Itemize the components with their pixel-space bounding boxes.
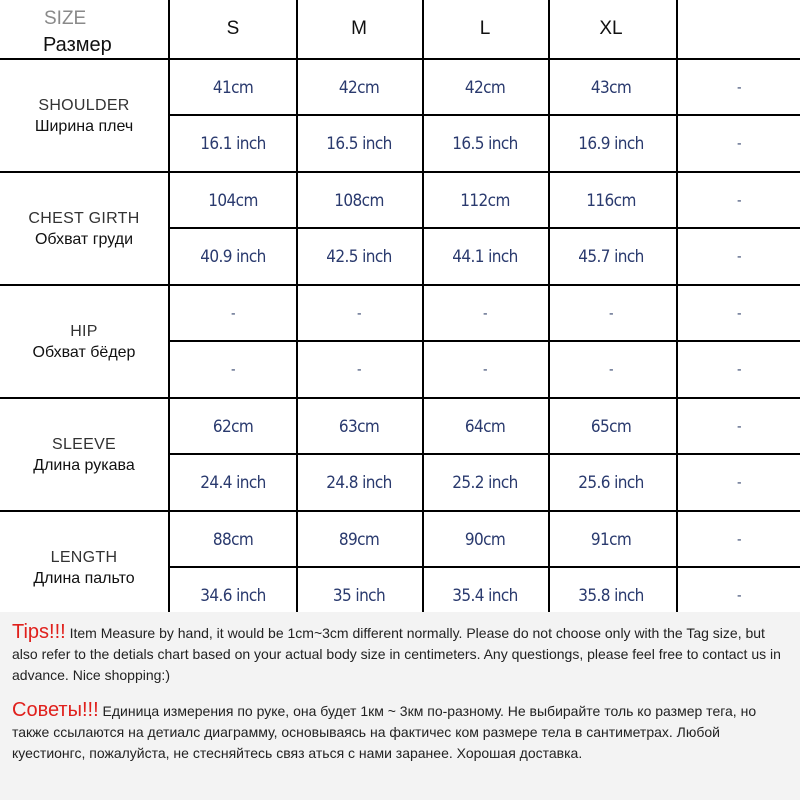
value-cell-inch: - (737, 136, 741, 152)
size-header-en: SIZE (44, 8, 87, 29)
value-cell-cm: - (737, 193, 741, 209)
tips-title-ru: Советы!!! (12, 699, 99, 721)
value-cell-cm: 112cm (460, 191, 510, 211)
value-cell-inch: 45.7 inch (578, 247, 644, 267)
value-cell-cm: 42cm (464, 78, 506, 98)
tips-ru (12, 700, 792, 764)
measure-label-ru: Длина пальто (33, 569, 135, 587)
column-divider (422, 0, 424, 618)
row-divider (0, 284, 800, 286)
value-cell-cm: - (737, 306, 741, 322)
value-cell-inch: - (609, 362, 613, 378)
value-cell-inch: 40.9 inch (200, 247, 266, 267)
tips-text-ru: Единица измерения по руке, она будет 1км ~ 3км по-разному. Не выбирайте толь ко размер тега, но также ссылаются на детиалс диаграмму, основываясь на фактичес ком размере тела в сантиметрах. Любой куестионгс, пожалуйста, не стесняйтесь связ аться с нами заранее. Хорошая доставка. (12, 703, 757, 761)
value-cell-inch: - (737, 588, 741, 604)
size-header (0, 0, 168, 58)
value-cell-cm: 41cm (212, 78, 254, 98)
sub-row-divider (170, 227, 800, 229)
value-cell-inch: 44.1 inch (452, 247, 518, 267)
measure-label (0, 173, 168, 286)
value-cell-inch: - (737, 475, 741, 491)
row-divider (0, 171, 800, 173)
notes-panel (0, 612, 800, 800)
value-cell-inch: 42.5 inch (326, 247, 392, 267)
value-cell-cm: - (357, 306, 361, 322)
value-cell-inch: - (737, 249, 741, 265)
sub-row-divider (170, 114, 800, 116)
value-cell-inch: 25.2 inch (452, 473, 518, 493)
tips-title-en: Tips!!! (12, 621, 66, 643)
measure-label-en: SLEEVE (51, 435, 117, 453)
value-cell-cm: 88cm (212, 530, 254, 550)
value-cell-inch: 25.6 inch (578, 473, 644, 493)
value-cell-cm: 62cm (212, 417, 254, 437)
sub-row-divider (170, 340, 800, 342)
measure-label-ru: Длина рукава (33, 456, 135, 474)
value-cell-inch: 16.9 inch (578, 134, 644, 154)
tips-text-en: Item Measure by hand, it would be 1cm~3cm different normally. Please do not choose only with the Tag size, but also refer to the detials chart based on your actual body size in centimeters. Any questiongs, please feel free to contact us in advance. Nice shopping:) (12, 625, 781, 683)
value-cell-inch: 24.4 inch (200, 473, 266, 493)
column-divider (296, 0, 298, 618)
value-cell-inch: 34.6 inch (200, 586, 266, 606)
value-cell-inch: 35 inch (332, 586, 386, 606)
value-cell-inch: - (483, 362, 487, 378)
value-cell-inch: 24.8 inch (326, 473, 392, 493)
value-cell-cm: 91cm (590, 530, 632, 550)
value-cell-cm: - (483, 306, 487, 322)
column-divider (548, 0, 550, 618)
row-divider (0, 397, 800, 399)
value-cell-cm: 108cm (334, 191, 384, 211)
value-cell-cm: - (609, 306, 613, 322)
measure-label-ru: Ширина плеч (34, 117, 134, 135)
value-cell-inch: 16.5 inch (452, 134, 518, 154)
measure-label (0, 286, 168, 399)
value-cell-cm: - (737, 532, 741, 548)
value-cell-inch: 35.8 inch (578, 586, 644, 606)
value-cell-cm: - (231, 306, 235, 322)
value-cell-cm: - (737, 419, 741, 435)
value-cell-inch: 16.5 inch (326, 134, 392, 154)
value-cell-inch: 35.4 inch (452, 586, 518, 606)
value-cell-inch: - (737, 362, 741, 378)
size-column-header: S (226, 18, 240, 39)
value-cell-cm: 90cm (464, 530, 506, 550)
value-cell-cm: 89cm (338, 530, 380, 550)
value-cell-inch: 16.1 inch (200, 134, 266, 154)
row-divider (0, 510, 800, 512)
value-cell-cm: 42cm (338, 78, 380, 98)
measure-label-ru: Обхват груди (34, 230, 133, 248)
measure-label-ru: Обхват бёдер (32, 343, 136, 361)
size-column-header: XL (599, 18, 623, 39)
sub-row-divider (170, 453, 800, 455)
column-divider (676, 0, 678, 618)
value-cell-cm: 65cm (590, 417, 632, 437)
sub-row-divider (170, 566, 800, 568)
measure-label-en: LENGTH (50, 548, 118, 566)
value-cell-inch: - (231, 362, 235, 378)
row-divider (0, 58, 800, 60)
measure-label (0, 512, 168, 625)
value-cell-cm: - (737, 80, 741, 96)
value-cell-cm: 43cm (590, 78, 632, 98)
value-cell-cm: 104cm (208, 191, 258, 211)
column-divider (168, 0, 170, 618)
tips-en (12, 622, 792, 686)
size-column-header: M (351, 18, 367, 39)
value-cell-cm: 64cm (464, 417, 506, 437)
measure-label (0, 60, 168, 173)
measure-label (0, 399, 168, 512)
size-column-header: L (479, 18, 491, 39)
value-cell-cm: 63cm (338, 417, 380, 437)
size-header-ru: Размер (43, 34, 112, 56)
measure-label-en: SHOULDER (38, 96, 130, 114)
size-column-header (676, 0, 800, 58)
value-cell-inch: - (357, 362, 361, 378)
measure-label-en: HIP (70, 322, 98, 340)
measure-label-en: CHEST GIRTH (28, 209, 140, 227)
value-cell-cm: 116cm (586, 191, 636, 211)
